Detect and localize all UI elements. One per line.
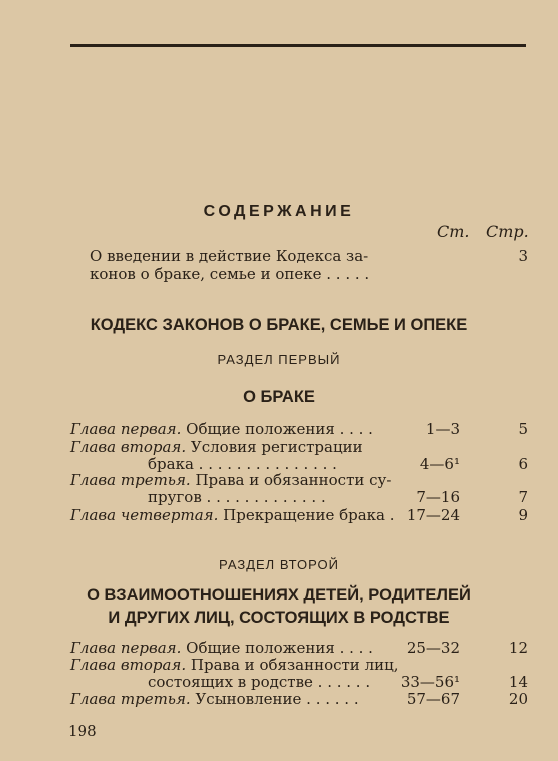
chapter-title: Прекращение брака . <box>223 506 395 524</box>
chapter-name: Глава первая. <box>70 420 182 438</box>
chapter-title: Общие положения . . . . <box>186 420 373 438</box>
intro-line-1: О введении в действие Кодекса за- <box>90 247 369 265</box>
intro-page: 3 <box>518 247 528 265</box>
toc-entry-continuation <box>70 488 528 508</box>
chapter-title: Права и обязанности лиц, <box>190 656 399 674</box>
chapter-name: Глава вторая. <box>70 438 187 456</box>
chapter-articles: 17—24 <box>406 506 460 524</box>
section-2-label: РАЗДЕЛ ВТОРОЙ <box>219 557 339 572</box>
section-1-title: О БРАКЕ <box>243 388 315 406</box>
chapter-title: Условия регистрации <box>190 438 363 456</box>
chapter-articles: 25—32 <box>406 639 460 657</box>
chapter-articles: 7—16 <box>416 488 460 506</box>
articles-column-header: Ст. <box>437 222 470 241</box>
chapter-name: Глава третья. <box>70 690 191 708</box>
intro-line-2: конов о браке, семье и опеке . . . . . <box>90 265 370 283</box>
chapter-page: 6 <box>518 455 528 473</box>
chapter-page: 12 <box>508 639 528 657</box>
chapter-name: Глава четвертая. <box>70 506 219 524</box>
chapter-name: Глава первая. <box>70 639 182 657</box>
chapter-page: 7 <box>518 488 528 506</box>
chapter-title: Права и обязанности су- <box>195 471 392 489</box>
chapter-articles: 33—56¹ <box>400 673 460 691</box>
toc-entry <box>70 690 528 710</box>
contents-title: СОДЕРЖАНИЕ <box>203 203 355 220</box>
section-2-title-line-1: О ВЗАИМООТНОШЕНИЯХ ДЕТЕЙ, РОДИТЕЛЕЙ <box>87 586 471 604</box>
page-number: 198 <box>68 722 97 740</box>
section-1-label: РАЗДЕЛ ПЕРВЫЙ <box>217 352 341 367</box>
chapter-title: Общие положения . . . . <box>186 639 373 657</box>
toc-entry <box>70 420 528 440</box>
chapter-page: 5 <box>518 420 528 438</box>
chapter-articles: 4—6¹ <box>419 455 460 473</box>
chapter-title-cont: брака . . . . . . . . . . . . . . . <box>148 455 337 473</box>
chapter-articles: 1—3 <box>425 420 460 438</box>
code-title: КОДЕКС ЗАКОНОВ О БРАКЕ, СЕМЬЕ И ОПЕКЕ <box>90 316 468 334</box>
chapter-page: 9 <box>518 506 528 524</box>
chapter-title: Усыновление . . . . . . <box>195 690 359 708</box>
chapter-page: 14 <box>508 673 528 691</box>
chapter-title-cont: пругов . . . . . . . . . . . . . <box>148 488 326 506</box>
chapter-page: 20 <box>508 690 528 708</box>
toc-entry <box>70 506 528 526</box>
chapter-title-cont: состоящих в родстве . . . . . . <box>148 673 371 691</box>
pages-column-header: Стр. <box>486 222 529 241</box>
chapter-name: Глава третья. <box>70 471 191 489</box>
section-2-title-line-2: И ДРУГИХ ЛИЦ, СОСТОЯЩИХ В РОДСТВЕ <box>108 609 450 627</box>
chapter-name: Глава вторая. <box>70 656 187 674</box>
top-rule <box>70 44 526 47</box>
chapter-articles: 57—67 <box>406 690 460 708</box>
